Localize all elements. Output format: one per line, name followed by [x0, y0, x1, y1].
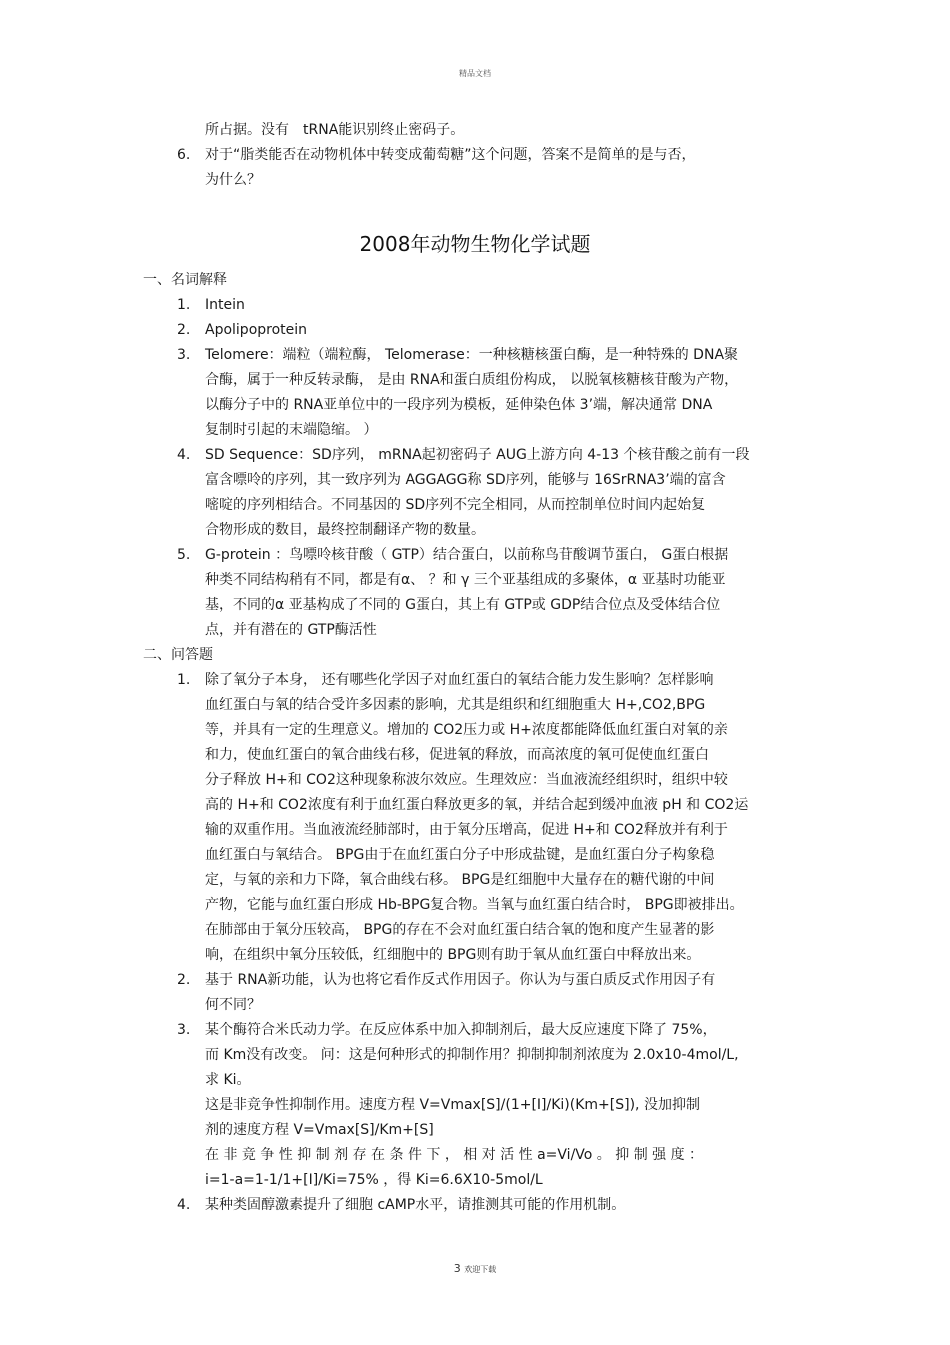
answer-line: 这是非竞争性抑制作用。速度方程 V=Vmax[S]/(1+[I]/Ki)(Km+[S]), 没加抑制 — [205, 1097, 700, 1113]
question-text-line: 对于“脂类能否在动物机体中转变成葡萄糖”这个问题，答案不是简单的是与否， — [205, 147, 696, 163]
item-number: 3. — [177, 347, 191, 363]
answer-line: 在肺部由于氧分压较高， BPG的存在不会对血红蛋白结合氧的饱和度产生显著的影 — [205, 922, 715, 938]
term-line: 以酶分子中的 RNA亚单位中的一段序列为模板，延伸染色体 3’端，解决通常 DNA — [205, 397, 713, 413]
section-heading-terms: 一、名词解释 — [143, 272, 227, 288]
term-line: 种类不同结构稍有不同，都是有α、 ？和 γ 三个亚基组成的多聚体，α 亚基时功能亚 — [205, 572, 726, 588]
term-line: 复制时引起的末端隐缩。 ） — [205, 422, 378, 438]
page-footer — [0, 1262, 950, 1275]
term-line: Telomere：端粒（端粒酶， Telomerase：一种核糖核蛋白酶，是一种特殊的 DNA聚 — [205, 347, 739, 363]
question-number: 6. — [177, 147, 191, 163]
item-number: 5. — [177, 547, 191, 563]
term-line: SD Sequence：SD序列， mRNA起初密码子 AUG上游方向 4-13 个核苷酸之前有一段 — [205, 447, 750, 463]
intro-line: 所占据。没有 tRNA能识别终止密码子。 — [205, 122, 465, 138]
answer-line: i=1-a=1-1/1+[I]/Ki=75% ，得 Ki=6.6X10-5mol/L — [205, 1172, 543, 1188]
term-line: 合物形成的数目，最终控制翻译产物的数量。 — [205, 522, 485, 538]
answer-line: 分子释放 H+和 CO2这种现象称波尔效应。生理效应：当血液流经组织时，组织中较 — [205, 772, 728, 788]
term-line: 嘧啶的序列相结合。不同基因的 SD序列不完全相同，从而控制单位时间内起始复 — [205, 497, 706, 513]
answer-line: 何不同？ — [205, 997, 261, 1013]
section-heading-questions: 二、问答题 — [143, 647, 213, 663]
item-number: 4. — [177, 1197, 191, 1213]
term-line: Intein — [205, 297, 245, 313]
answer-line: 高的 H+和 CO2浓度有利于血红蛋白释放更多的氧，并结合起到缓冲血液 pH 和 CO2运 — [205, 797, 749, 813]
answer-line: 血红蛋白与氧的结合受许多因素的影响，尤其是组织和红细胞重大 H+,CO2,BPG — [205, 697, 706, 713]
term-line: 富含嘌呤的序列，其一致序列为 AGGAGG称 SD序列，能够与 16SrRNA3’端的富含 — [205, 472, 726, 488]
footer-text: 欢迎下载 — [464, 1265, 497, 1274]
answer-line: 在 非 竞 争 性 抑 制 剂 存 在 条 件 下 ， 相 对 活 性 a=Vi/Vo 。 抑 制 强 度 ： — [205, 1147, 704, 1163]
item-number: 1. — [177, 297, 191, 313]
answer-line: 输的双重作用。当血液流经肺部时，由于氧分压增高，促进 H+和 CO2释放并有利于 — [205, 822, 728, 838]
page-title: 2008年动物生物化学试题 — [359, 232, 591, 256]
item-number: 2. — [177, 322, 191, 338]
header-watermark: 精品文档 — [459, 69, 491, 78]
term-line: G-protein ：鸟嘌呤核苷酸（ GTP）结合蛋白，以前称鸟苷酸调节蛋白， G蛋白根据 — [205, 547, 729, 563]
term-line: 合酶，属于一种反转录酶， 是由 RNA和蛋白质组份构成， 以脱氧核糖核苷酸为产物， — [205, 372, 739, 388]
item-number: 1. — [177, 672, 191, 688]
term-line: Apolipoprotein — [205, 322, 308, 338]
answer-line: 某种类固醇激素提升了细胞 cAMP水平，请推测其可能的作用机制。 — [205, 1197, 626, 1213]
answer-line: 响，在组织中氧分压较低，红细胞中的 BPG则有助于氧从血红蛋白中释放出来。 — [205, 947, 701, 963]
answer-line: 而 Km没有改变。 问：这是何种形式的抑制作用？抑制抑制剂浓度为 2.0x10-4mol/L, — [205, 1047, 739, 1063]
answer-line: 某个酶符合米氏动力学。在反应体系中加入抑制剂后，最大反应速度下降了 75%， — [205, 1022, 717, 1038]
item-number: 3. — [177, 1022, 191, 1038]
page-number: 3 — [453, 1262, 461, 1275]
item-number: 2. — [177, 972, 191, 988]
question-text-line: 为什么？ — [205, 172, 261, 188]
answer-line: 剂的速度方程 V=Vmax[S]/Km+[S] — [205, 1122, 434, 1138]
answer-line: 血红蛋白与氧结合。 BPG由于在血红蛋白分子中形成盐键，是血红蛋白分子构象稳 — [205, 847, 715, 863]
term-line: 基，不同的α 亚基构成了不同的 G蛋白，其上有 GTP或 GDP结合位点及受体结合位 — [205, 597, 721, 613]
answer-line: 产物，它能与血红蛋白形成 Hb-BPG复合物。当氧与血红蛋白结合时， BPG即被排出。 — [205, 897, 744, 913]
term-line: 点，并有潜在的 GTP酶活性 — [205, 622, 377, 638]
answer-line: 定，与氧的亲和力下降，氧合曲线右移。 BPG是红细胞中大量存在的糖代谢的中间 — [205, 872, 715, 888]
answer-line: 求 Ki。 — [205, 1072, 251, 1088]
item-number: 4. — [177, 447, 191, 463]
answer-line: 除了氧分子本身， 还有哪些化学因子对血红蛋白的氧结合能力发生影响？怎样影响 — [205, 672, 714, 688]
answer-line: 基于 RNA新功能，认为也将它看作反式作用因子。你认为与蛋白质反式作用因子有 — [205, 972, 716, 988]
answer-line: 等，并具有一定的生理意义。增加的 CO2压力或 H+浓度都能降低血红蛋白对氧的亲 — [205, 722, 728, 738]
answer-line: 和力，使血红蛋白的氧合曲线右移，促进氧的释放，而高浓度的氧可促使血红蛋白 — [205, 747, 709, 763]
